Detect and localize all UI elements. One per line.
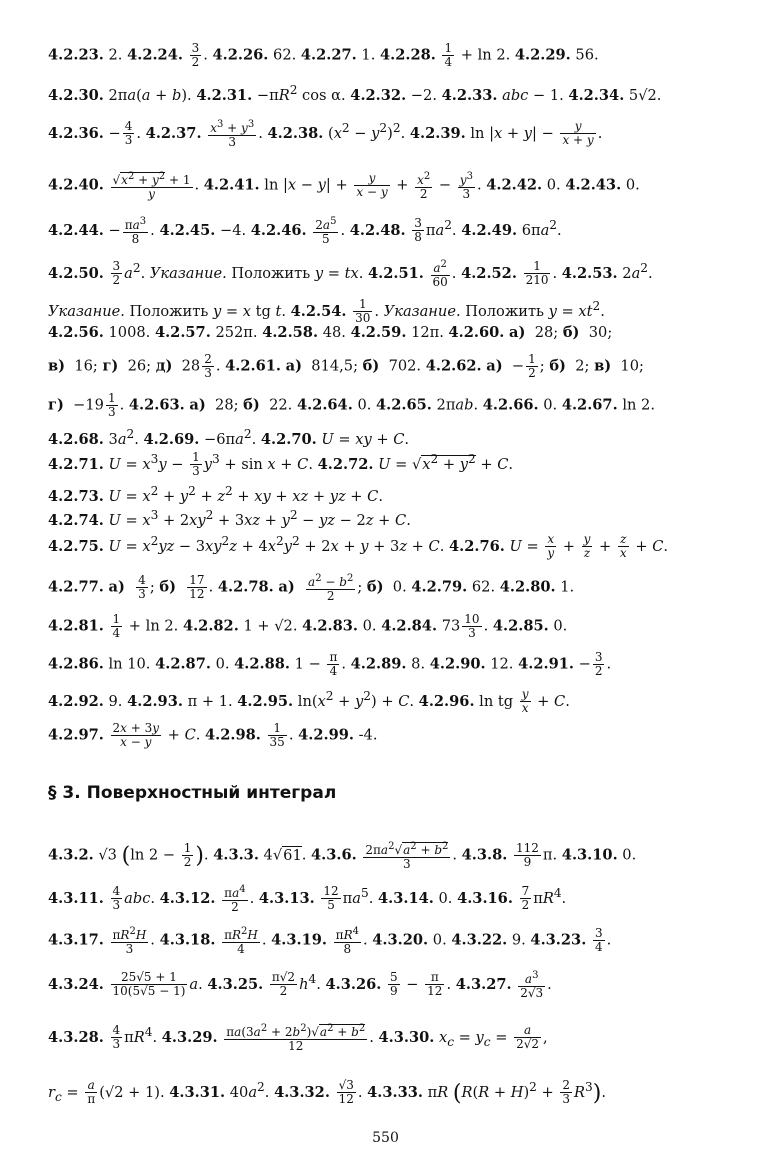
answer-line: 4.2.56. 1008. 4.2.57. 252π. 4.2.58. 48. 4.2.59. 12π. 4.2.60. а) 28; б) 30; [48,324,613,341]
answer-line: 4.2.30. 2πa(a + b). 4.2.31. $-\pi R^2$ cos α. 4.2.32. −2. 4.2.33. abc − 1. 4.2.34. 5√2. [48,83,662,104]
answer-line: г) −19 $\frac{1}{3}$ . 4.2.63. а) 28; б) 22. 4.2.64. 0. 4.2.65. 2πab. 4.2.66. 0. 4.2.67. ln 2. [48,392,655,419]
answer-line: 4.2.86. ln 10. 4.2.87. 0. 4.2.88. 1 − $\frac{\pi}{4}$ . 4.2.89. 8. 4.2.90. 12. 4.2.91. − $\frac{3}{2}$ . [48,651,612,678]
answer-line: $r_c$ = $\frac{a}{\pi}$ (√2 + 1). 4.3.31. $40a^2$. 4.3.32. $\frac{√3}{12}$ . 4.3.33. πR ($R(R + H)^2$ + $\frac{2}{3}$ $R^3$). [48,1078,606,1107]
answer-line: 4.3.24. $\frac{25√5 + 1}{10(5√5 - 1)}$ a. 4.3.25. $\frac{\pi√2}{2}$ $h^4$. 4.3.26. $\frac{5}{9}$ − $\frac{\pi}{12}$ . 4.3.27. $\frac{a^3}{2√3}$ . [48,970,552,1001]
answer-line: 4.3.28. $\frac{4}{3}$ $\pi R^4$. 4.3.29. $\frac{\pi a(3a^2 + 2b^2)√a^2 + b^2}{12}$ . 4.3.30. $x_c = y_c$ = $\frac{a}{2√2}$ , [48,1023,548,1054]
answer-line: 4.2.77. а) $\frac{4}{3}$ ; б) $\frac{17}{12}$ . 4.2.78. а) $\frac{a^2 - b^2}{2}$ ; б) 0. 4.2.79. 62. 4.2.80. 1. [48,573,575,603]
answer-line: в) 16; г) 26; д) 28 $\frac{2}{3}$ . 4.2.61. а) 814,5; б) 702. 4.2.62. а) − $\frac{1}{2}$ ; б) 2; в) 10; [48,353,644,380]
answer-line: 4.2.23. 2. 4.2.24. $\frac{3}{2}$ . 4.2.26. 62. 4.2.27. 1. 4.2.28. $\frac{1}{4}$ + ln 2. 4.2.29. 56. [48,42,599,69]
answer-line: 4.2.74. $U = x^3 + 2xy^2 + 3xz + y^2$ − yz − 2z + C. [48,508,411,529]
answer-line: 4.2.36. − $\frac{4}{3}$ . 4.2.37. $\frac{x^3 + y^3}{3}$ . 4.2.38. $(x^2 - y^2)^2$. 4.2.39. ln |x + y| − $\frac{y}{x + y}$ . [48,119,603,150]
answer-line: 4.3.11. $\frac{4}{3}$ abc. 4.3.12. $\frac{\pi a^4}{2}$ . 4.3.13. $\frac{12}{5}$ $\pi a^5$. 4.3.14. 0. 4.3.16. $\frac{7}{2}$ $\pi R^4$. [48,884,567,915]
answer-line: Указание. Положить y = x tg t. 4.2.54. $\frac{1}{30}$ . Указание. Положить $y = xt^2$. [48,297,605,326]
answer-line: 4.2.50. $\frac{3}{2}$ $a^2$. Указание. Положить y = tx. 4.2.51. $\frac{a^2}{60}$ . 4.2.52. $\frac{1}{210}$ . 4.2.53. $2a^2$. [48,259,653,290]
answer-line: 4.2.40. $\frac{√x^2 + y^2 + 1}{y}$ . 4.2.41. ln |x − y| + $\frac{y}{x - y}$ + $\frac{x^2}{2}$ − $\frac{y^3}{3}$ . 4.2.42. 0. 4.2.43. 0. [48,171,640,201]
answer-line: 4.2.73. $U = x^2 + y^2 + z^2$ + xy + xz + yz + C. [48,484,383,505]
section-heading: § 3. Поверхностный интеграл [48,783,337,803]
answer-line: 4.2.81. $\frac{1}{4}$ + ln 2. 4.2.82. 1 + √2. 4.2.83. 0. 4.2.84. 73 $\frac{10}{3}$ . 4.2.85. 0. [48,613,568,640]
answer-line: 4.3.17. $\frac{\pi R^2H}{3}$ . 4.3.18. $\frac{\pi R^2H}{4}$ . 4.3.19. $\frac{\pi R^4}{8}$ . 4.3.20. 0. 4.3.22. 9. 4.3.23. $\frac{3}{4}$ . [48,926,612,956]
answer-line: 4.2.71. $U = x^3y$ − $\frac{1}{3}$ $y^3 + \sin x + C$. 4.2.72. $U = √x^2 + y^2 + C$. [48,450,514,479]
answer-line: 4.2.97. $\frac{2x + 3y}{x - y}$ + C. 4.2.98. $\frac{1}{35}$ . 4.2.99. -4. [48,722,378,749]
answer-line: 4.2.92. 9. 4.2.93. π + 1. 4.2.95. $\ln(x^2 + y^2) + C$. 4.2.96. ln tg $\frac{y}{x}$ + C. [48,687,570,716]
answer-line: 4.2.44. − $\frac{\pi a^3}{8}$ . 4.2.45. −4. 4.2.46. $\frac{2a^5}{5}$ . 4.2.48. $\frac{3}{8}$ $\pi a^2$. 4.2.49. $6\pi a^2$. [48,216,562,247]
page-number: 550 [372,1130,399,1146]
answer-line: 4.2.68. $3a^2$. 4.2.69. $-6\pi a^2$. 4.2.70. U = xy + C. [48,427,410,448]
answer-line: 4.2.75. $U = x^2yz - 3xy^2z + 4x^2y^2 + 2x + y + 3z + C$. 4.2.76. U = $\frac{x}{y}$ + $\frac{y}{z}$ + $\frac{z}{x}$ + C. [48,532,669,561]
answer-line: 4.3.2. √3 (ln 2 − $\frac{1}{2}$ ). 4.3.3. 4√61. 4.3.6. $\frac{2\pi a^2√a^2 + b^2}{3}$ . 4.3.8. $\frac{112}{9}$ π. 4.3.10. 0. [48,841,637,871]
